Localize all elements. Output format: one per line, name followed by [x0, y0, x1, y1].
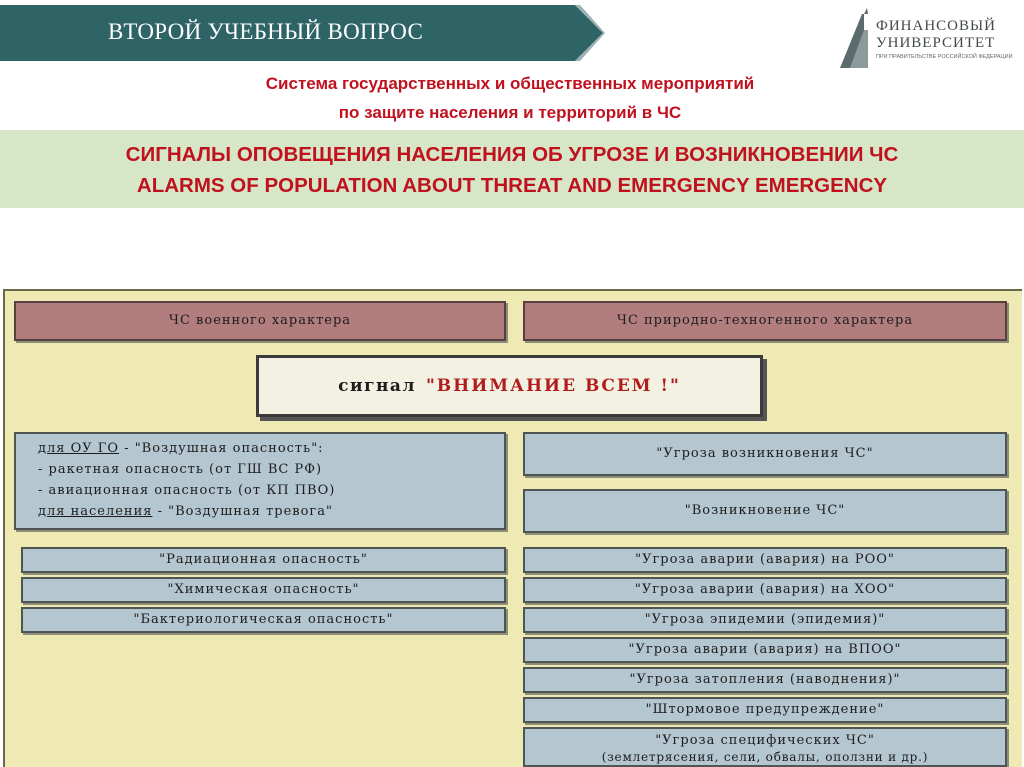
roo-accident-box: "Угроза аварии (авария) на РОО" [523, 547, 1007, 573]
subtitle-line-2: по защите населения и территорий в ЧС [338, 103, 682, 122]
military-emergency-box: ЧС военного характера [14, 301, 506, 341]
alarms-heading-ru: СИГНАЛЫ ОПОВЕЩЕНИЯ НАСЕЛЕНИЯ ОБ УГРОЗЕ И ВОЗНИКНОВЕНИИ ЧС [125, 143, 899, 166]
signal-emphasis: "ВНИМАНИЕ ВСЕМ !" [425, 376, 681, 396]
air-danger-line-4: для населения - "Воздушная тревога" [38, 504, 333, 519]
logo-line-2: УНИВЕРСИТЕТ [876, 35, 996, 51]
emergency-threat-box: "Угроза возникновения ЧС" [523, 432, 1007, 476]
hoo-accident-box: "Угроза аварии (авария) на ХОО" [523, 577, 1007, 603]
storm-warning-box: "Штормовое предупреждение" [523, 697, 1007, 723]
radiation-danger-box: "Радиационная опасность" [21, 547, 506, 573]
alarms-heading-en: ALARMS OF POPULATION ABOUT THREAT AND EMERGENCY EMERGENCY [136, 174, 888, 197]
subtitle-line-1: Система государственных и общественных мероприятий [265, 74, 755, 93]
epidemic-threat-box: "Угроза эпидемии (эпидемия)" [523, 607, 1007, 633]
chemical-danger-box: "Химическая опасность" [21, 577, 506, 603]
signal-label: сигнал [338, 376, 416, 396]
vpoo-accident-box: "Угроза аварии (авария) на ВПОО" [523, 637, 1007, 663]
page-subtitle [100, 69, 920, 127]
air-danger-line-2: - ракетная опасность (от ГШ ВС РФ) [38, 462, 323, 477]
specific-emergency-examples: (землетрясения, сели, обвалы, оползни и др.) [601, 750, 929, 764]
natural-technogenic-emergency-box: ЧС природно-техногенного характера [523, 301, 1007, 341]
banner-title: ВТОРОЙ УЧЕБНЫЙ ВОПРОС [108, 19, 424, 44]
attention-all-signal-box [256, 355, 763, 417]
alarms-heading [0, 130, 1024, 208]
section-banner [0, 5, 605, 61]
alarm-signals-diagram [3, 289, 1022, 767]
specific-emergency-title: "Угроза специфических ЧС" [655, 733, 875, 748]
air-danger-line-3: - авиационная опасность (от КП ПВО) [38, 483, 336, 498]
logo-line-1: ФИНАНСОВЫЙ [876, 18, 996, 34]
emergency-occurrence-box: "Возникновение ЧС" [523, 489, 1007, 533]
air-danger-box [14, 432, 506, 530]
bacteriological-danger-box: "Бактериологическая опасность" [21, 607, 506, 633]
university-logo [838, 8, 1018, 70]
air-danger-line-1: для ОУ ГО - "Воздушная опасность": [38, 441, 324, 456]
university-spire-logo-icon [838, 8, 874, 70]
specific-emergency-box [523, 727, 1007, 767]
flood-threat-box: "Угроза затопления (наводнения)" [523, 667, 1007, 693]
logo-line-3: ПРИ ПРАВИТЕЛЬСТВЕ РОССИЙСКОЙ ФЕДЕРАЦИИ [876, 54, 1013, 60]
